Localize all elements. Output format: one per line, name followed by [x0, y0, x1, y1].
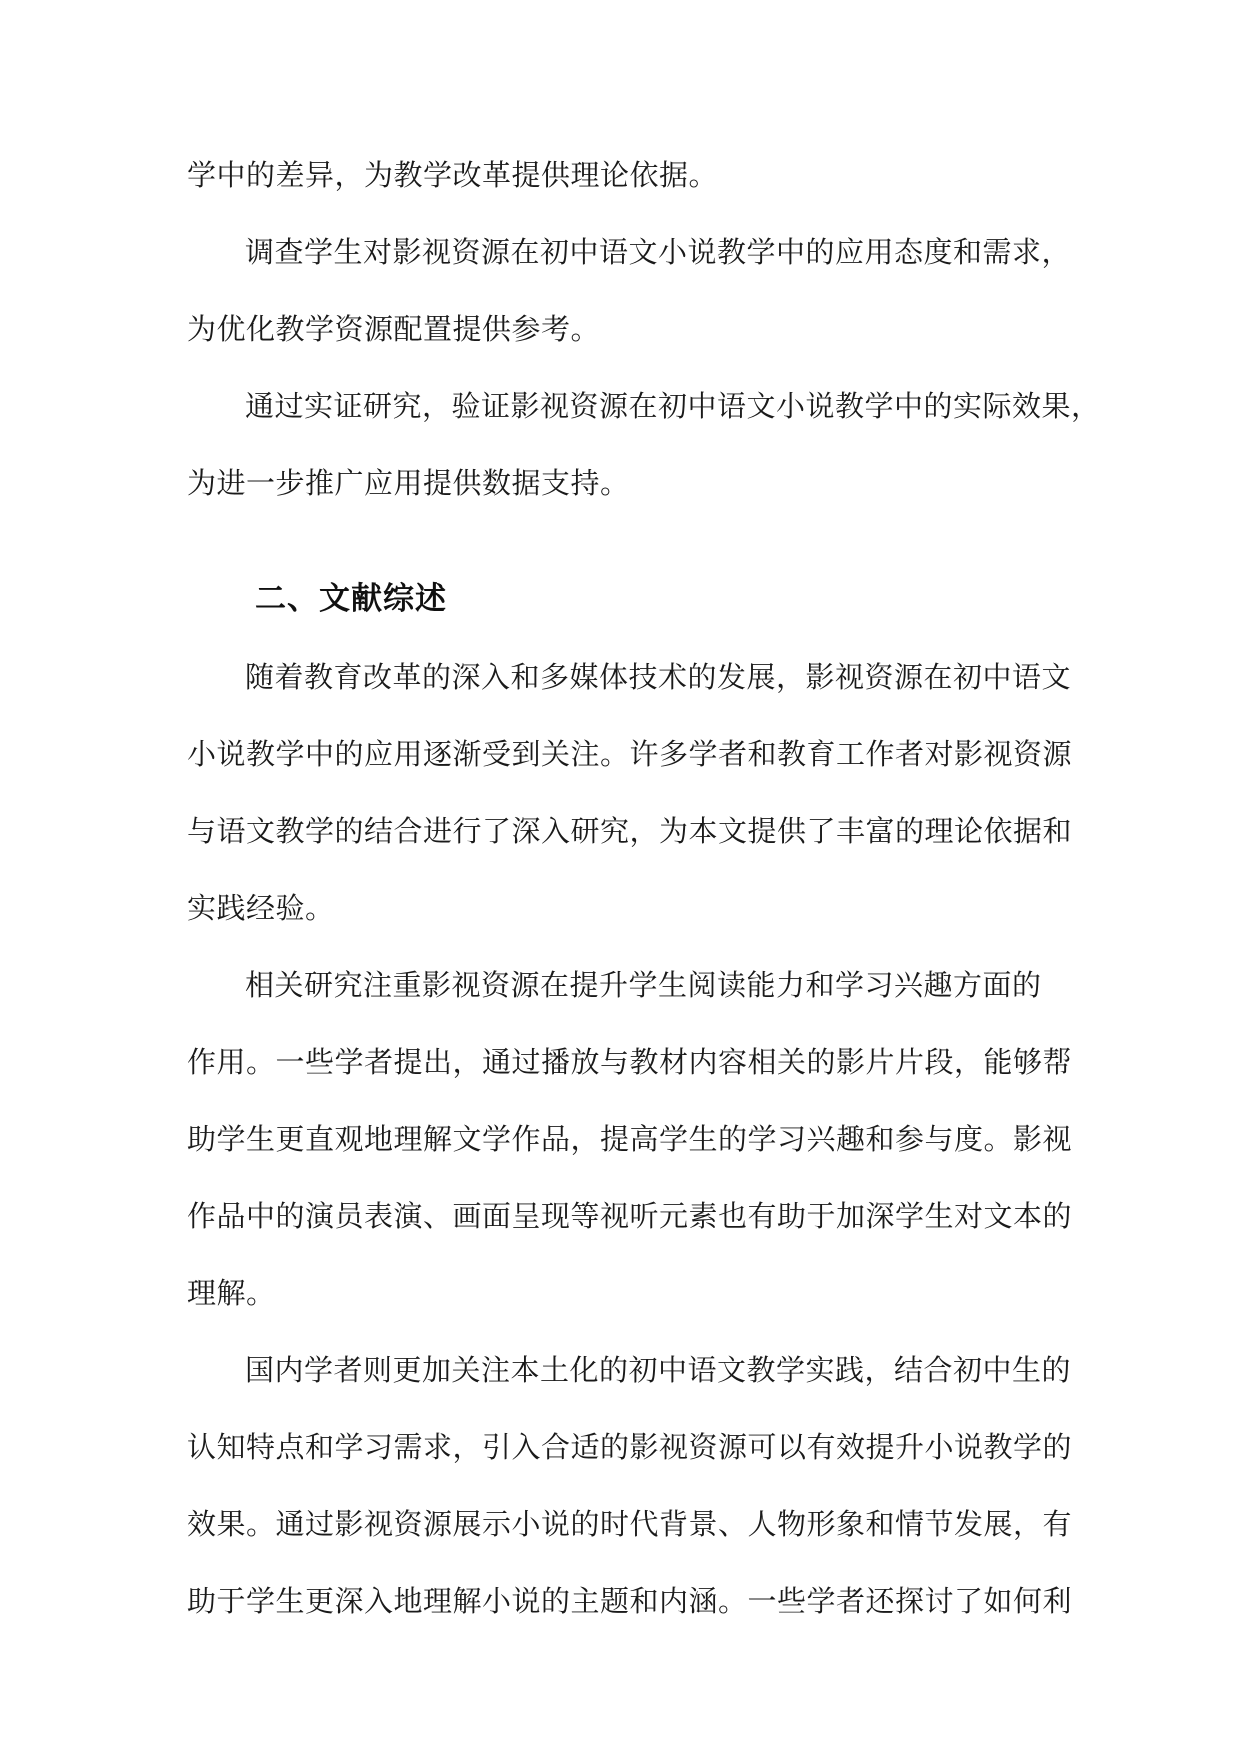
text-line: 相关研究注重影视资源在提升学生阅读能力和学习兴趣方面的	[245, 968, 1042, 1002]
text-line: 助于学生更深入地理解小说的主题和内涵。一些学者还探讨了如何利	[187, 1584, 1073, 1618]
section-heading: 二、文献综述	[255, 581, 447, 617]
text-line: 调查学生对影视资源在初中语文小说教学中的应用态度和需求，	[245, 235, 1072, 269]
text-line: 实践经验。	[187, 891, 335, 925]
text-line: 为进一步推广应用提供数据支持。	[187, 466, 630, 500]
text-line: 助学生更直观地理解文学作品，提高学生的学习兴趣和参与度。影视	[187, 1122, 1073, 1156]
text-line: 作品中的演员表演、画面呈现等视听元素也有助于加深学生对文本的	[187, 1199, 1073, 1233]
text-line: 理解。	[187, 1276, 276, 1310]
document-body	[187, 137, 1101, 1640]
text-line: 国内学者则更加关注本土化的初中语文教学实践，结合初中生的	[245, 1353, 1072, 1387]
text-line: 作用。一些学者提出，通过播放与教材内容相关的影片片段，能够帮	[187, 1045, 1073, 1079]
text-line: 认知特点和学习需求，引入合适的影视资源可以有效提升小说教学的	[187, 1430, 1073, 1464]
text-line: 效果。通过影视资源展示小说的时代背景、人物形象和情节发展，有	[187, 1507, 1073, 1541]
text-line: 通过实证研究，验证影视资源在初中语文小说教学中的实际效果，	[245, 389, 1101, 423]
text-line: 小说教学中的应用逐渐受到关注。许多学者和教育工作者对影视资源	[187, 737, 1073, 771]
text-line: 随着教育改革的深入和多媒体技术的发展，影视资源在初中语文	[245, 660, 1072, 694]
text-line: 与语文教学的结合进行了深入研究，为本文提供了丰富的理论依据和	[187, 814, 1073, 848]
text-line: 学中的差异，为教学改革提供理论依据。	[187, 158, 719, 192]
text-line: 为优化教学资源配置提供参考。	[187, 312, 601, 346]
